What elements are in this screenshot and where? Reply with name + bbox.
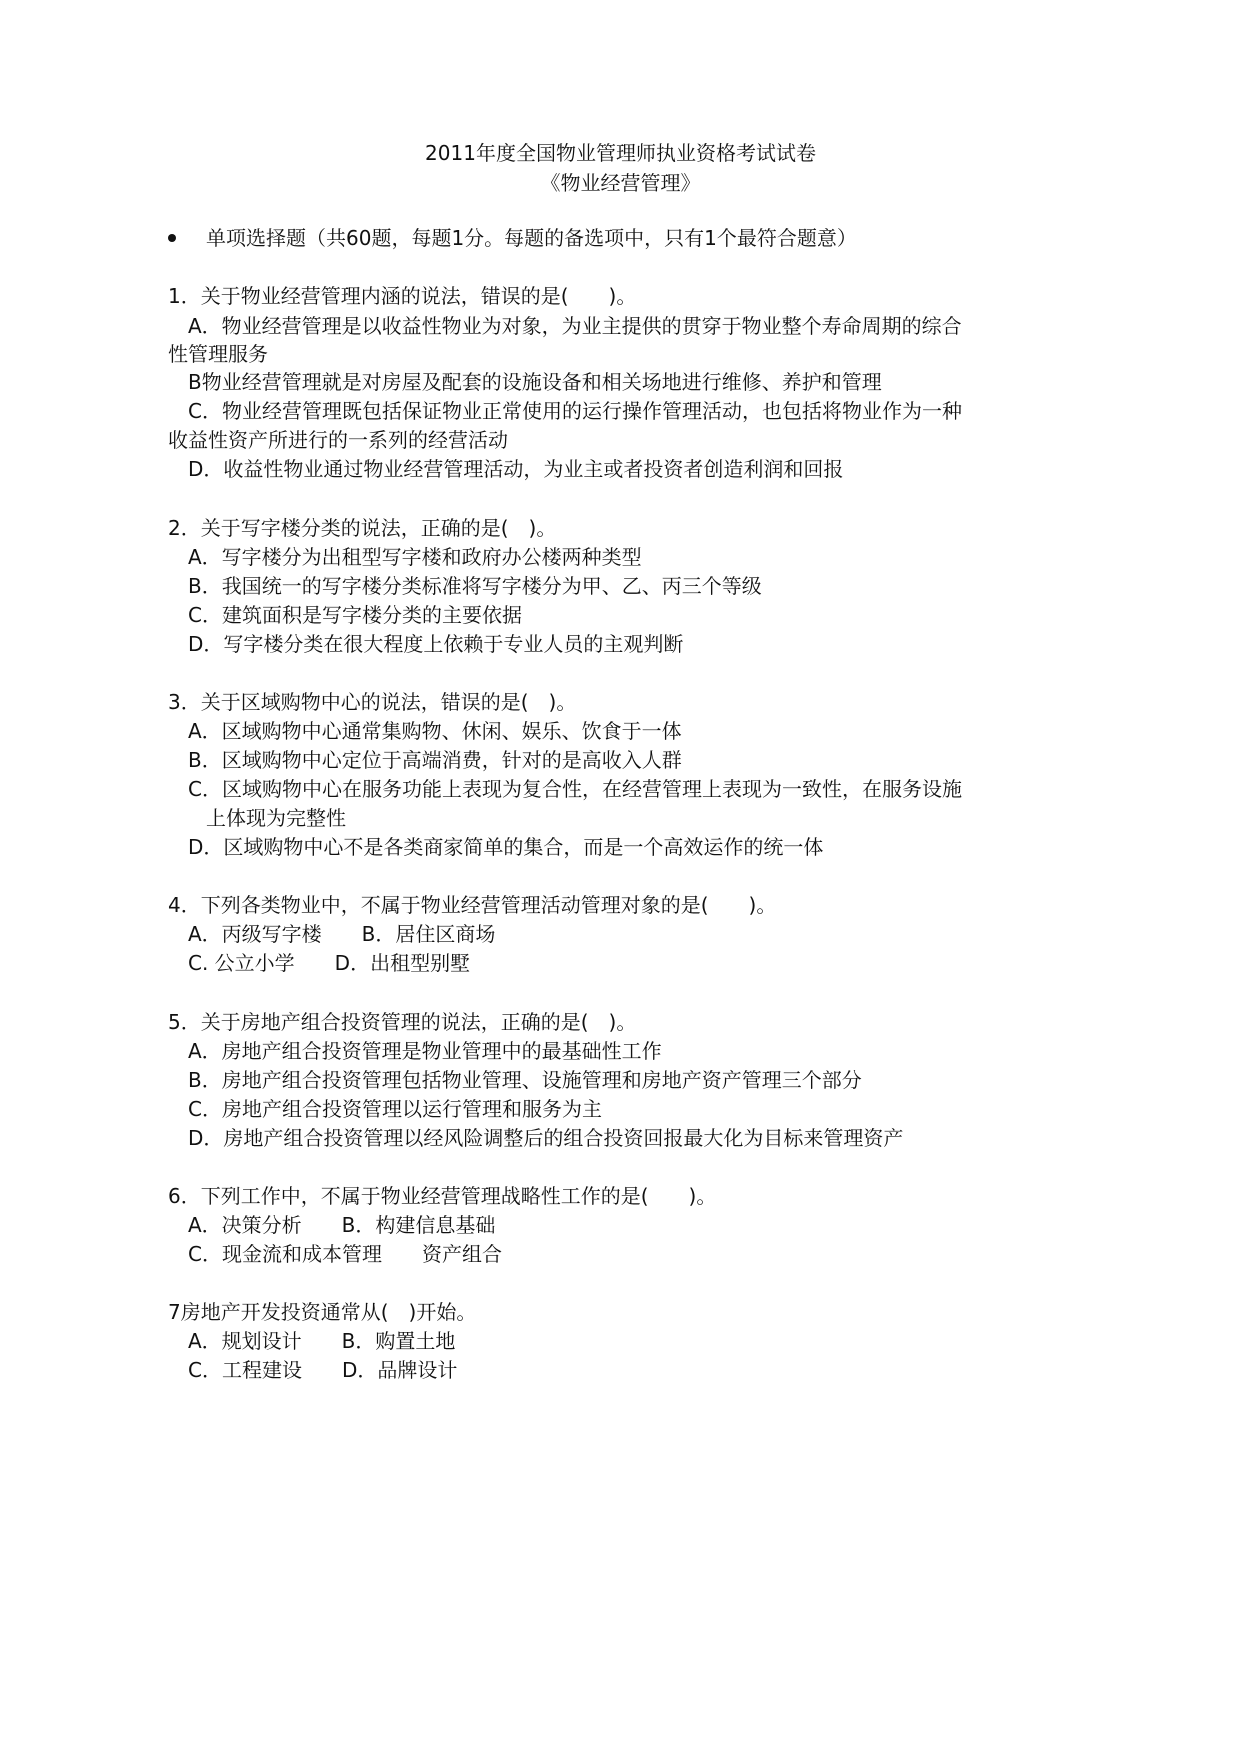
document-subtitle: 《物业经营管理》 — [540, 171, 701, 195]
question-3-option-c: C．区域购物中心在服务功能上表现为复合性，在经营管理上表现为一致性，在服务设施 — [188, 777, 962, 801]
question-5-option-d: D．房地产组合投资管理以经风险调整后的组合投资回报最大化为目标来管理资产 — [188, 1126, 904, 1150]
question-stem-5: 5．关于房地产组合投资管理的说法，正确的是( )。 — [168, 1010, 637, 1034]
question-3-option-c-cont: 上体现为完整性 — [206, 806, 346, 830]
question-stem-1: 1．关于物业经营管理内涵的说法，错误的是( )。 — [168, 284, 637, 308]
question-6-options-cd: C．现金流和成本管理 资产组合 — [188, 1242, 502, 1266]
question-3-option-d: D．区域购物中心不是各类商家简单的集合，而是一个高效运作的统一体 — [188, 835, 824, 859]
question-5-option-b: B．房地产组合投资管理包括物业管理、设施管理和房地产资产管理三个部分 — [188, 1068, 862, 1092]
question-1-option-c-cont: 收益性资产所进行的一系列的经营活动 — [168, 428, 508, 452]
question-1-option-b: B物业经营管理就是对房屋及配套的设施设备和相关场地进行维修、养护和管理 — [188, 370, 882, 394]
question-3-option-a: A．区域购物中心通常集购物、休闲、娱乐、饮食于一体 — [188, 719, 682, 743]
question-stem-4: 4．下列各类物业中，不属于物业经营管理活动管理对象的是( )。 — [168, 893, 777, 917]
question-1-option-a: A．物业经营管理是以收益性物业为对象，为业主提供的贯穿于物业整个寿命周期的综合 — [188, 314, 962, 338]
question-2-option-c: C．建筑面积是写字楼分类的主要依据 — [188, 603, 522, 627]
question-stem-3: 3．关于区域购物中心的说法，错误的是( )。 — [168, 690, 577, 714]
question-1-option-c: C．物业经营管理既包括保证物业正常使用的运行操作管理活动，也包括将物业作为一种 — [188, 399, 962, 423]
question-3-option-b: B．区域购物中心定位于高端消费，针对的是高收入人群 — [188, 748, 682, 772]
question-5-option-c: C．房地产组合投资管理以运行管理和服务为主 — [188, 1097, 602, 1121]
question-2-option-b: B．我国统一的写字楼分类标准将写字楼分为甲、乙、丙三个等级 — [188, 574, 762, 598]
section-instruction: 单项选择题（共60题，每题1分。每题的备选项中，只有1个最符合题意） — [206, 226, 857, 250]
question-5-option-a: A．房地产组合投资管理是物业管理中的最基础性工作 — [188, 1039, 662, 1063]
question-1-option-d: D．收益性物业通过物业经营管理活动，为业主或者投资者创造利润和回报 — [188, 457, 844, 481]
question-4-options-cd: C. 公立小学 D．出租型别墅 — [188, 951, 471, 975]
question-6-options-ab: A．决策分析 B．构建信息基础 — [188, 1213, 496, 1237]
question-1-option-a-cont: 性管理服务 — [168, 342, 268, 366]
question-2-option-a: A．写字楼分为出租型写字楼和政府办公楼两种类型 — [188, 545, 642, 569]
question-stem-7: 7房地产开发投资通常从( )开始。 — [168, 1300, 477, 1324]
document-title: 2011年度全国物业管理师执业资格考试试卷 — [425, 141, 816, 165]
question-7-options-cd: C．工程建设 D．品牌设计 — [188, 1358, 458, 1382]
bullet-icon — [168, 234, 176, 242]
question-7-options-ab: A．规划设计 B．购置土地 — [188, 1329, 456, 1353]
question-4-options-ab: A．丙级写字楼 B．居住区商场 — [188, 922, 496, 946]
question-2-option-d: D．写字楼分类在很大程度上依赖于专业人员的主观判断 — [188, 632, 684, 656]
question-stem-2: 2．关于写字楼分类的说法，正确的是( )。 — [168, 516, 557, 540]
question-stem-6: 6．下列工作中，不属于物业经营管理战略性工作的是( )。 — [168, 1184, 717, 1208]
